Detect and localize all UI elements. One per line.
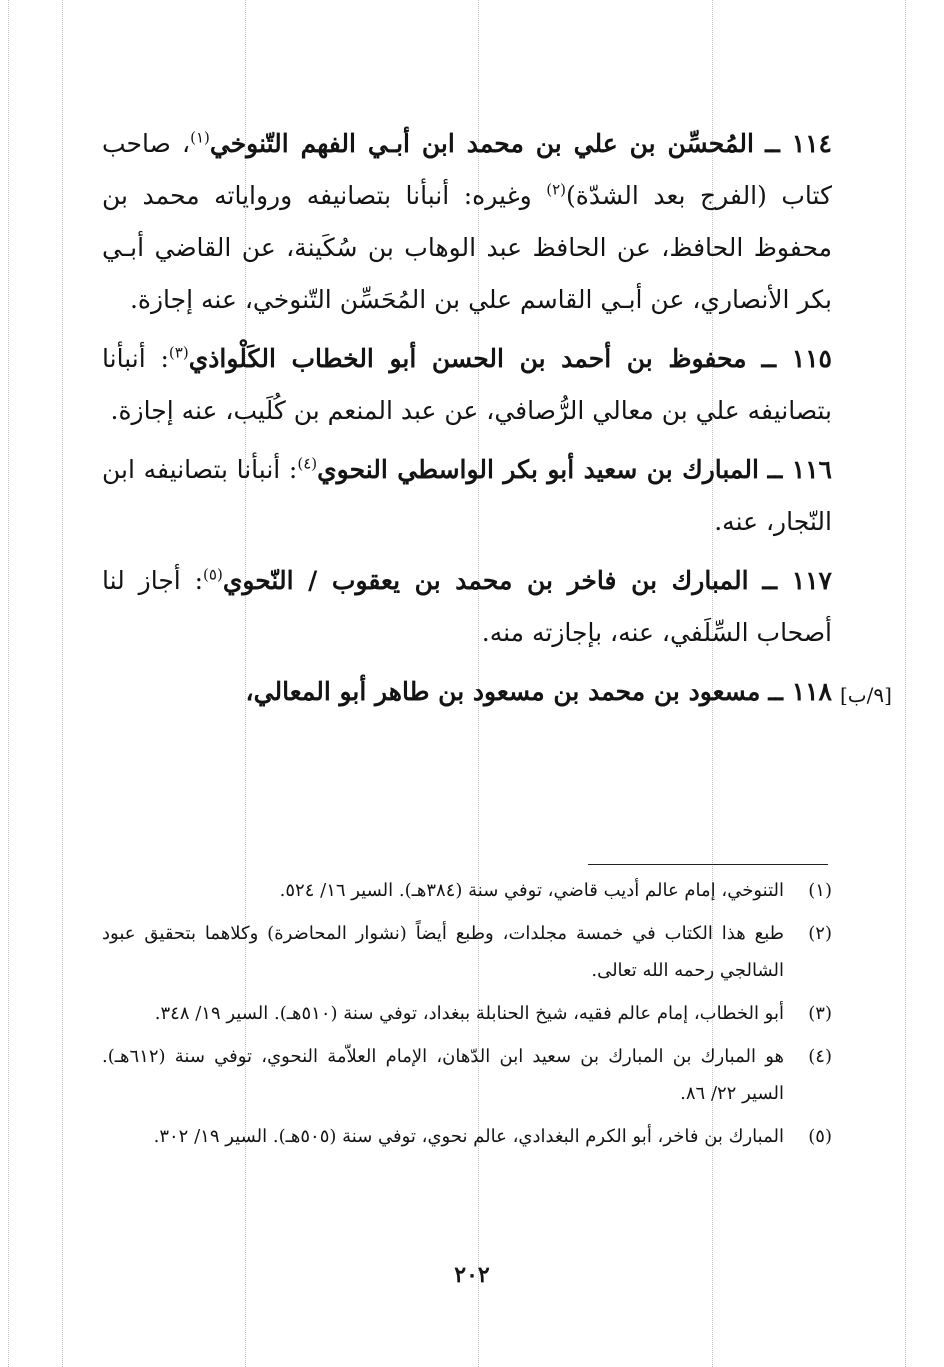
footnote-text: التنوخي، إمام عالم أديب قاضي، توفي سنة (٣٨٤هـ). السير ١٦/ ٥٢٤. <box>279 880 784 901</box>
footnote <box>102 995 832 1032</box>
footnote-text: المبارك بن فاخر، أبو الكرم البغدادي، عالم نحوي، توفي سنة (٥٠٥هـ). السير ١٩/ ٣٠٢. <box>153 1126 784 1147</box>
guide-line <box>62 0 63 1367</box>
footnote-text: هو المبارك بن المبارك بن سعيد ابن الدّهان، الإمام العلاّمة النحوي، توفي سنة (٦١٢هـ). السير ٢٢/ ٨٦. <box>102 1046 784 1104</box>
guide-line <box>8 0 9 1367</box>
footnote <box>102 1118 832 1155</box>
footnote-text: طبع هذا الكتاب في خمسة مجلدات، وطبع أيضاً (نشوار المحاضرة) وكلاهما بتحقيق عبود الشالجي رحمه الله تعالى. <box>102 923 784 981</box>
entry-117 <box>102 555 832 659</box>
footnote-number: (٣) <box>808 1003 832 1024</box>
footnote-ref: (٣) <box>168 343 189 362</box>
main-text <box>102 118 832 725</box>
entry-number: ١١٥ ــ <box>761 344 832 373</box>
footnote-ref: (٥) <box>203 565 223 584</box>
entry-number: ١١٦ ــ <box>767 455 832 484</box>
footnote-divider <box>588 864 828 865</box>
footnote-ref: (١) <box>190 128 210 147</box>
entry-name: المبارك بن سعيد أبو بكر الواسطي النحوي <box>317 455 759 484</box>
entry-text: : أنبأنا بتصانيفه علي بن معالي الرُّصافي، عن عبد المنعم بن كُلَيب، عنه إجازة. <box>102 344 832 425</box>
entry-name: المبارك بن فاخر بن محمد بن يعقوب / النّحوي <box>222 566 749 595</box>
footnote <box>102 1038 832 1112</box>
footnote-ref: (٤) <box>297 454 318 473</box>
footnote-number: (٥) <box>808 1126 832 1147</box>
entry-118 <box>102 666 832 718</box>
entry-115 <box>102 333 832 437</box>
footnote-ref: (٢) <box>546 180 566 199</box>
entry-text: : أجاز لنا أصحاب السِّلَفي، عنه، بإجازته منه. <box>102 566 832 647</box>
footnote-text: أبو الخطاب، إمام عالم فقيه، شيخ الحنابلة ببغداد، توفي سنة (٥١٠هـ). السير ١٩/ ٣٤٨. <box>154 1003 784 1024</box>
footnote <box>102 872 832 909</box>
page-number: ٢٠٢ <box>454 1262 490 1288</box>
entry-number: ١١٤ ــ <box>765 129 832 158</box>
entry-name: محفوظ بن أحمد بن الحسن أبو الخطاب الكَلْواذي <box>188 344 747 373</box>
footnote-number: (٤) <box>808 1046 832 1067</box>
footnotes <box>102 872 832 1161</box>
entry-text: وغيره: أنبأنا بتصانيفه ورواياته محمد بن محفوظ الحافظ، عن الحافظ عبد الوهاب بن سُكَينة، عن القاضي أبـي بكر الأنصاري، عن أبـي القاسم علي بن المُحَسِّن التّنوخي، عنه إجازة. <box>102 181 832 314</box>
entry-text: : أنبأنا بتصانيفه ابن النّجار، عنه. <box>102 455 832 536</box>
footnote-number: (٢) <box>808 923 832 944</box>
entry-number: ١١٨ ــ <box>768 677 832 706</box>
entry-name: المُحسِّن بن علي بن محمد ابن أبـي الفهم التّنوخي <box>209 129 754 158</box>
entry-116 <box>102 444 832 548</box>
entry-number: ١١٧ ــ <box>762 566 832 595</box>
entry-114 <box>102 118 832 326</box>
entry-name: مسعود بن محمد بن مسعود بن طاهر أبو المعالي، <box>245 677 761 706</box>
guide-line <box>905 0 906 1367</box>
manuscript-folio-ref: [٩/ب] <box>840 683 892 707</box>
footnote-number: (١) <box>808 880 832 901</box>
entry-text: ، صاحب كتاب (الفرج بعد الشدّة) <box>102 129 832 210</box>
footnote <box>102 915 832 989</box>
